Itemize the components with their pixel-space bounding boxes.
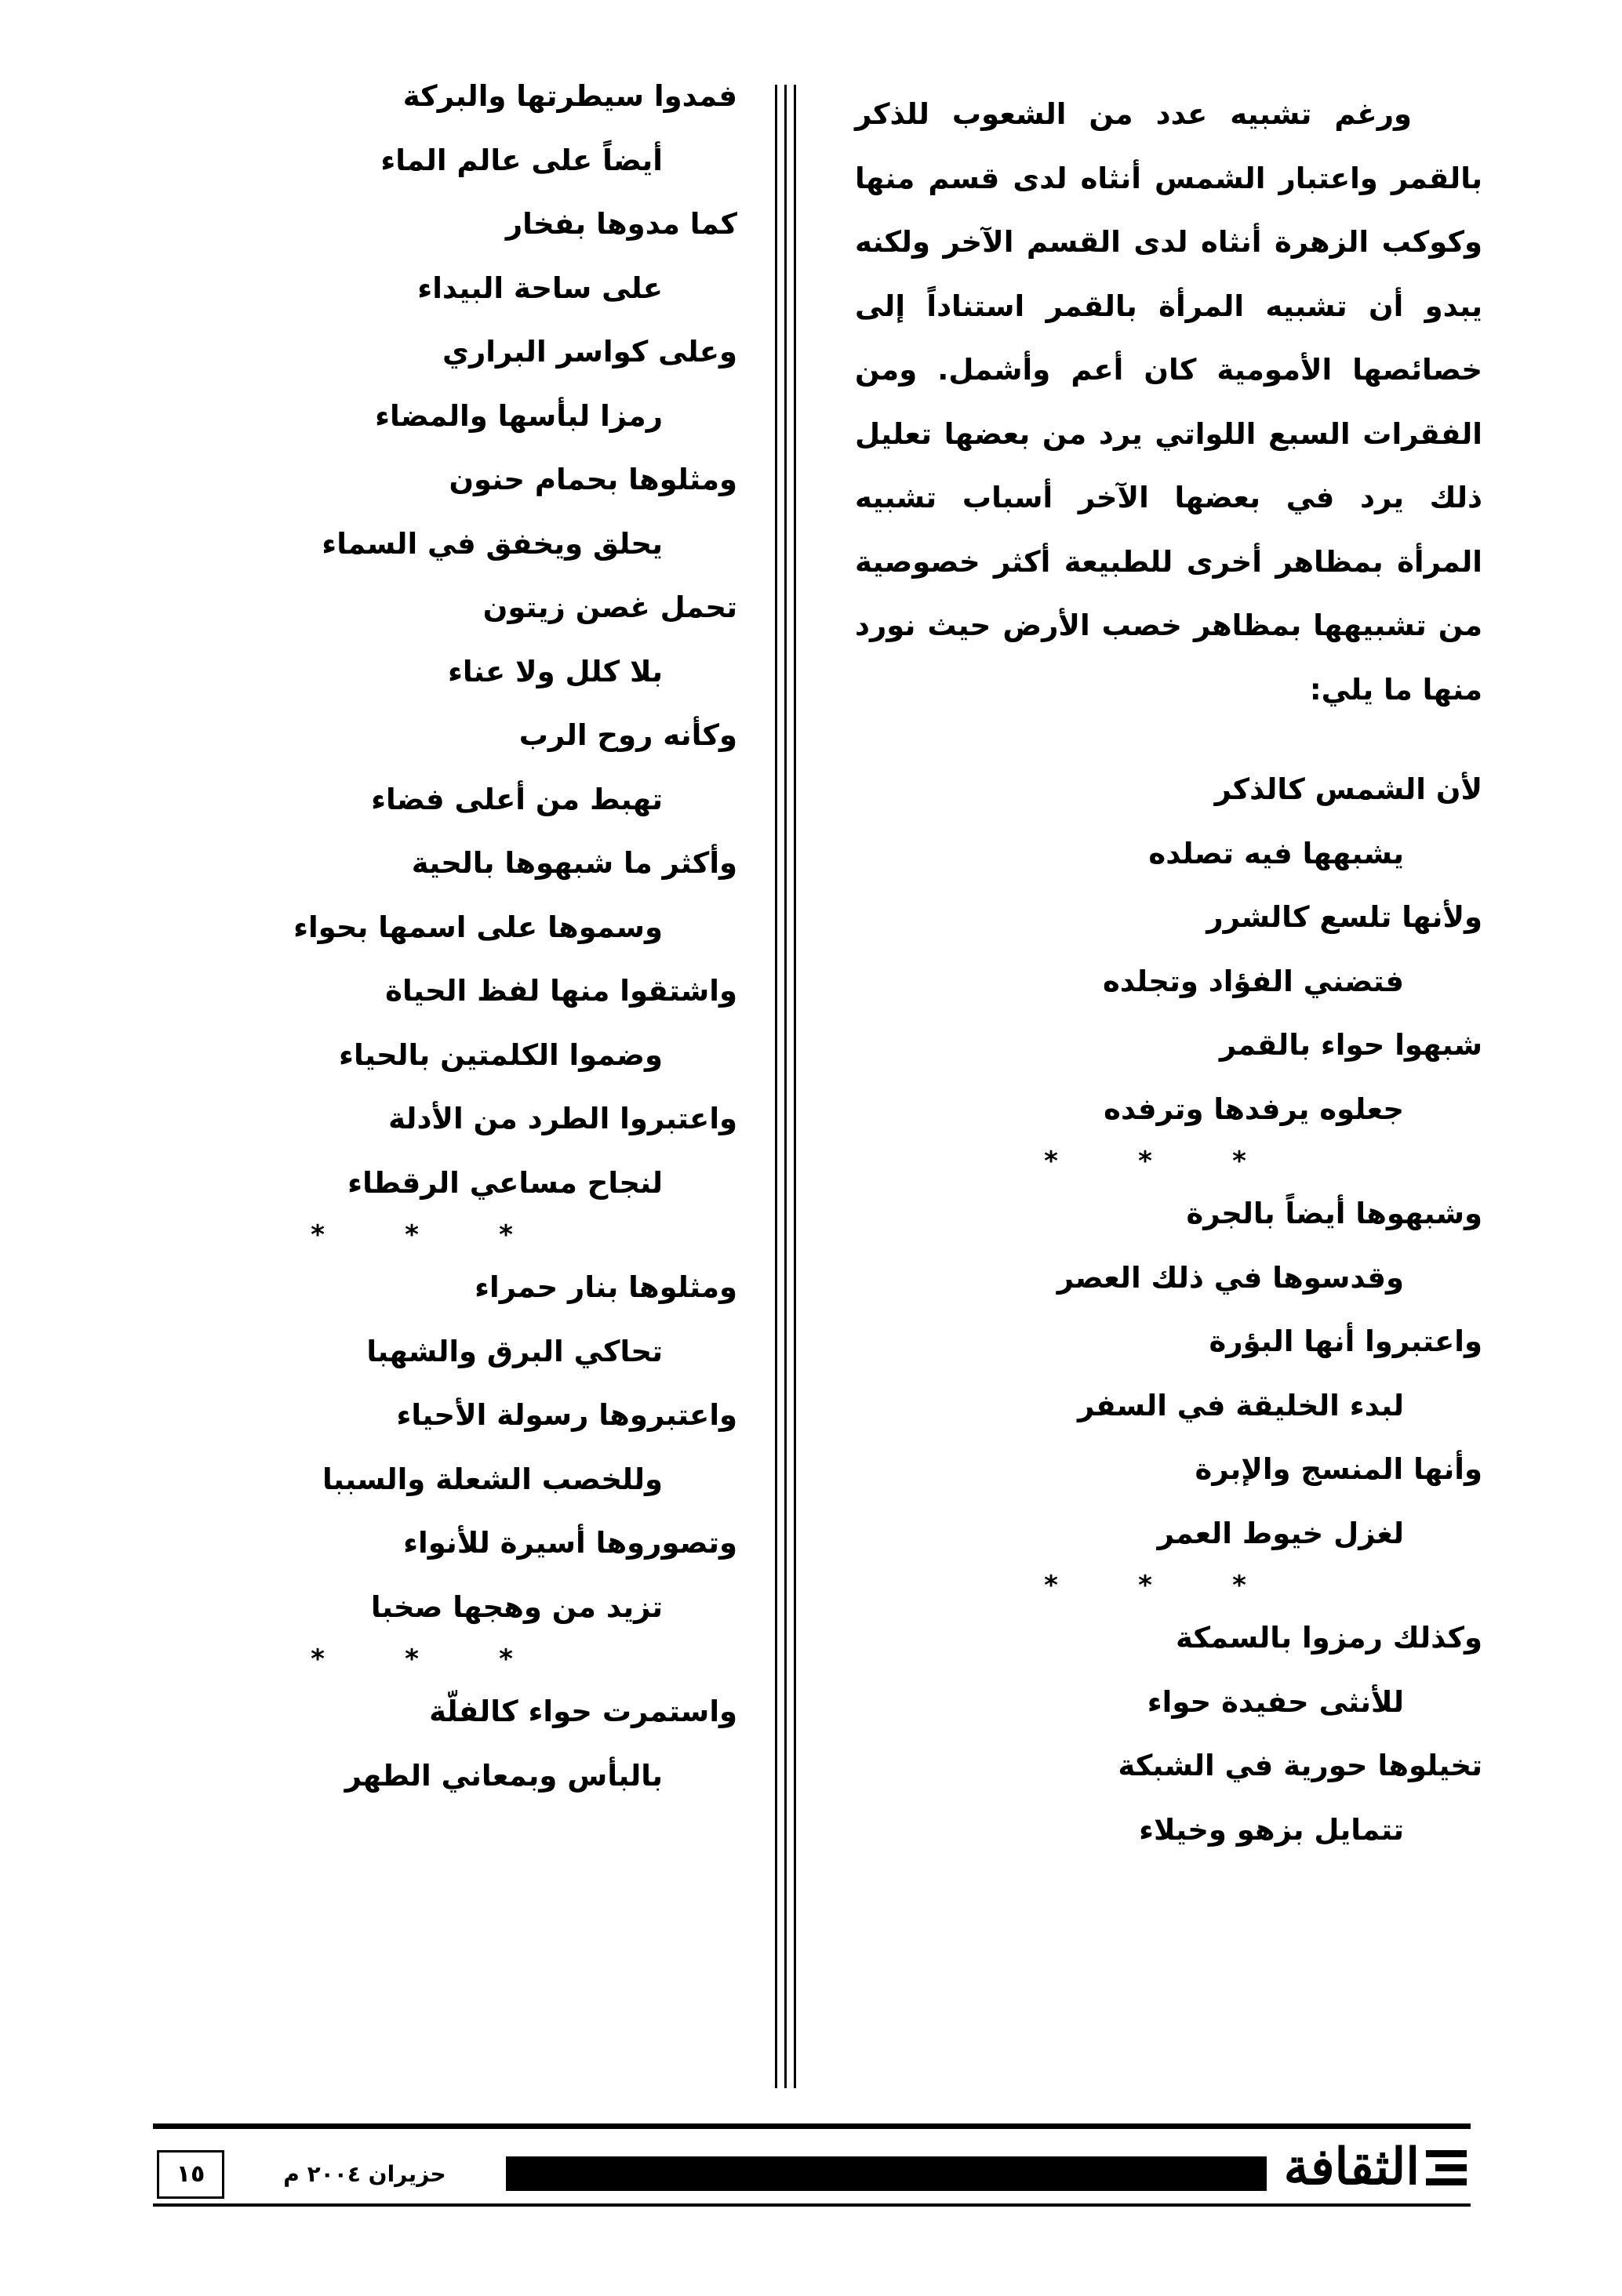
poem-verse: واعتبروا الطرد من الأدلة bbox=[388, 1102, 737, 1135]
poem-verse: تحاكي البرق والشهبا bbox=[366, 1334, 663, 1368]
poem-verse: تحمل غصن زيتون bbox=[482, 590, 737, 624]
poem-verse: فمدوا سيطرتها والبركة bbox=[402, 79, 737, 113]
poem-verse: وضموا الكلمتين بالحياء bbox=[339, 1037, 663, 1072]
right-column bbox=[855, 82, 1482, 1862]
logo-text: الثقافة bbox=[1283, 2138, 1420, 2196]
page-number: ١٥ bbox=[157, 2150, 224, 2199]
page-footer bbox=[153, 2123, 1471, 2210]
logo-bars-icon bbox=[1426, 2150, 1467, 2197]
footer-bottom-rule bbox=[153, 2203, 1471, 2207]
poem-verse: لغزل خيوط العمر bbox=[1157, 1516, 1404, 1550]
stanza-separator: *** bbox=[1044, 1570, 1246, 1601]
poem-verse: ومثلوها بنار حمراء bbox=[475, 1270, 737, 1304]
prose-paragraph: ورغم تشبيه عدد من الشعوب للذكر بالقمر واعتبار الشمس أنثاه لدى قسم منها وكوكب الزهرة أنثاه لدى القسم الآخر ولكنه يبدو أن تشبيه المرأة بالقمر استناداً إلى خصائصها الأمومية كان أعم وأشمل. ومن الفقرات السبع اللواتي يرد من بعضها تعليل ذلك يرد في بعضها الآخر أسباب تشبيه المرأة بمظاهر أخرى للطبيعة أكثر خصوصية من تشبيهها بمظاهر خصب الأرض حيث نورد منها ما يلي: bbox=[855, 97, 1482, 707]
stanza-separator: *** bbox=[311, 1644, 513, 1675]
poem-verse: بالبأس وبمعاني الطهر bbox=[344, 1758, 663, 1793]
poem-verse: يشبهها فيه تصلده bbox=[1148, 836, 1404, 870]
poem-verse: وسموها على اسمها بحواء bbox=[293, 910, 663, 944]
poem-left bbox=[118, 64, 737, 1807]
poem-verse: وقدسوها في ذلك العصر bbox=[1056, 1260, 1404, 1295]
footer-black-band bbox=[506, 2156, 1267, 2191]
poem-verse: واستمرت حواء كالفلّة bbox=[429, 1695, 737, 1728]
poem-right bbox=[855, 757, 1482, 1862]
poem-verse: تخيلوها حورية في الشبكة bbox=[1118, 1749, 1482, 1782]
poem-verse: تزيد من وهجها صخبا bbox=[370, 1589, 663, 1624]
stanza-separator: *** bbox=[1044, 1146, 1246, 1177]
poem-verse: للأنثى حفيدة حواء bbox=[1147, 1684, 1404, 1719]
poem-verse: وعلى كواسر البراري bbox=[442, 335, 737, 369]
intro-prose bbox=[855, 82, 1482, 721]
poem-verse: رمزا لبأسها والمضاء bbox=[375, 398, 663, 433]
poem-verse: كما مدوها بفخار bbox=[505, 207, 737, 241]
poem-verse: وشبهوها أيضاً بالجرة bbox=[1186, 1197, 1482, 1230]
left-column bbox=[118, 64, 737, 1807]
poem-verse: وتصوروها أسيرة للأنواء bbox=[403, 1526, 737, 1560]
poem-verse: لأن الشمس كالذكر bbox=[1214, 772, 1482, 806]
poem-verse: تهبط من أعلى فضاء bbox=[371, 782, 663, 816]
stanza-separator: *** bbox=[311, 1219, 513, 1251]
magazine-logo bbox=[1271, 2136, 1467, 2199]
poem-verse: ومثلوها بحمام حنون bbox=[449, 463, 737, 496]
poem-verse: لنجاح مساعي الرقطاء bbox=[347, 1165, 663, 1200]
issue-date: حزيران ٢٠٠٤ م bbox=[283, 2161, 446, 2187]
poem-verse: يحلق ويخفق في السماء bbox=[322, 526, 663, 561]
poem-verse: شبهوا حواء بالقمر bbox=[1219, 1028, 1482, 1062]
poem-verse: وكأنه روح الرب bbox=[518, 718, 737, 752]
poem-verse: بلا كلل ولا عناء bbox=[447, 654, 663, 688]
poem-verse: أيضاً على عالم الماء bbox=[380, 143, 663, 177]
poem-verse: وكذلك رمزوا بالسمكة bbox=[1176, 1621, 1482, 1655]
poem-verse: واشتقوا منها لفظ الحياة bbox=[385, 974, 737, 1008]
footer-top-rule bbox=[153, 2123, 1471, 2129]
poem-verse: لبدء الخليقة في السفر bbox=[1078, 1388, 1404, 1422]
poem-verse: وللخصب الشعلة والسببا bbox=[322, 1462, 663, 1496]
poem-verse: تتمايل بزهو وخيلاء bbox=[1139, 1812, 1404, 1847]
poem-verse: جعلوه يرفدها وترفده bbox=[1104, 1092, 1404, 1126]
poem-verse: على ساحة البيداء bbox=[417, 271, 663, 305]
poem-verse: ولأنها تلسع كالشرر bbox=[1206, 900, 1482, 934]
poem-verse: وأكثر ما شبهوها بالحية bbox=[411, 846, 737, 880]
poem-verse: واعتبروا أنها البؤرة bbox=[1209, 1324, 1482, 1358]
poem-verse: واعتبروها رسولة الأحياء bbox=[396, 1398, 737, 1432]
poem-verse: فتضني الفؤاد وتجلده bbox=[1102, 964, 1404, 998]
poem-verse: وأنها المنسج والإبرة bbox=[1195, 1452, 1482, 1486]
column-divider bbox=[775, 85, 797, 2088]
